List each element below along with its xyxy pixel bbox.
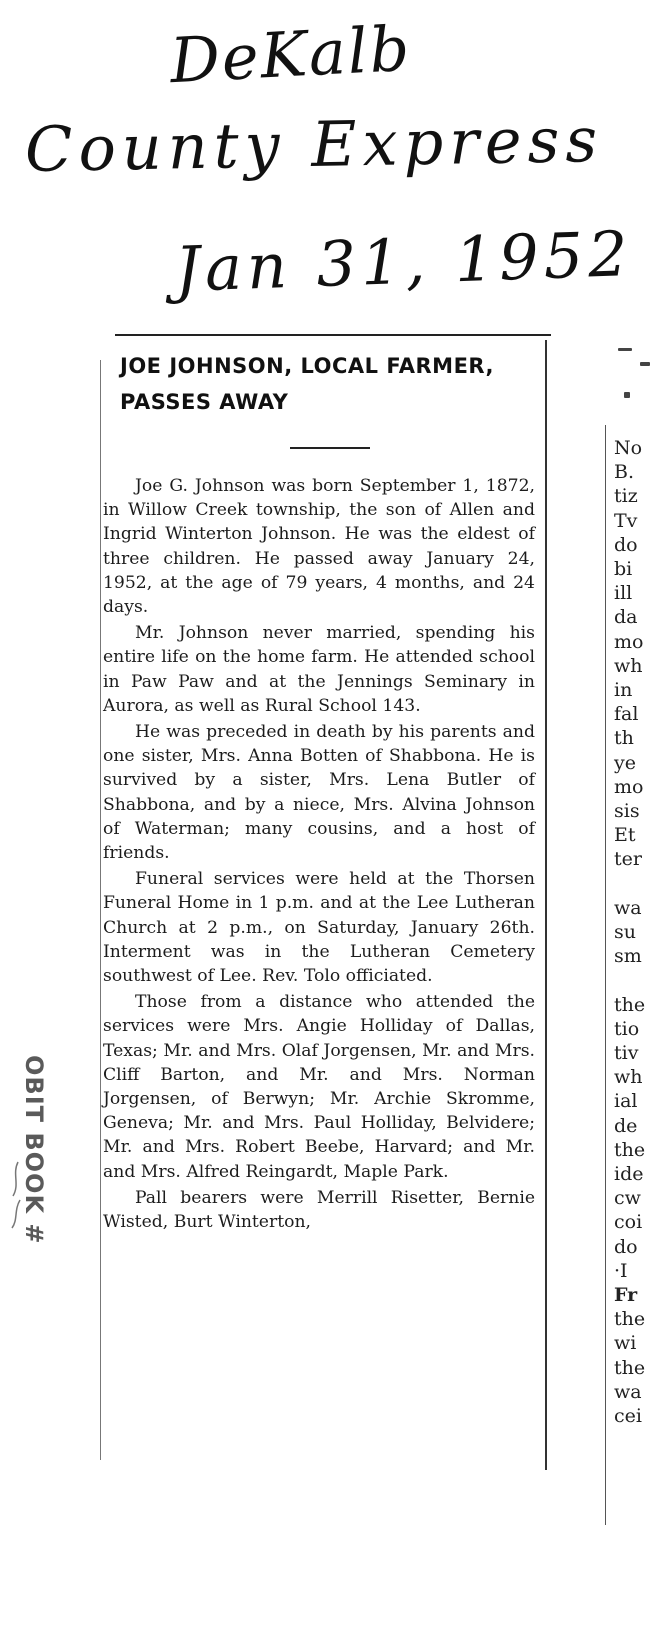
adjacent-text-fragment: su	[614, 921, 636, 943]
adjacent-text-fragment: wh	[614, 654, 643, 677]
adjacent-text-fragment: fal	[614, 703, 639, 726]
article-paragraph: Pall bearers were Merrill Risetter, Bernie Wisted, Burt Winterton,	[103, 1187, 535, 1233]
adjacent-text-fragment: wh	[614, 1066, 643, 1089]
adjacent-text-fragment: tio	[614, 1017, 640, 1040]
adjacent-text-fragment: ide	[614, 1163, 644, 1185]
adjacent-text-fragment: the	[614, 1308, 646, 1331]
adjacent-text-fragment: Et	[614, 824, 636, 847]
clipping-left-border	[100, 360, 101, 1460]
adjacent-text-fragment: in	[614, 679, 633, 701]
adjacent-text-fragment: No	[614, 437, 643, 459]
handwritten-date: Jan 31, 1952	[173, 217, 634, 306]
article-paragraph: Mr. Johnson never married, spending his entire life on the home farm. He attended school in Paw Paw and at the Jennings Seminary in Aurora, as well as Rural School 143.	[103, 623, 535, 716]
adjacent-text-fragment: do	[614, 533, 638, 556]
handwritten-publication-subtitle: County Express	[24, 102, 604, 187]
adjacent-text-fragment: tiv	[614, 1042, 639, 1064]
adjacent-text-fragment: tiz	[614, 485, 638, 508]
article-paragraph: Funeral services were held at the Thorsen Funeral Home in 1 p.m. and at the Lee Lutheran Church at 2 p.m., on Saturday, January 26th. Interment was in the Lutheran Cemetery southwest of Lee. Rev. Tolo officiated.	[103, 869, 535, 987]
article-body	[103, 474, 535, 1236]
adjacent-text-fragment: the	[614, 1356, 646, 1379]
adjacent-text-fragment: mo	[614, 775, 644, 798]
adjacent-text-fragment: th	[614, 727, 634, 750]
headline-rule	[290, 447, 370, 449]
article-paragraph: Joe G. Johnson was born September 1, 1872, in Willow Creek township, the son of Allen and Ingrid Winterton Johnson. He was the eldest of three children. He passed away January 24, 1952, at the age of 79 years, 4 months, and 24 days.	[103, 476, 535, 618]
adjacent-text-fragment: do	[614, 1235, 638, 1258]
print-smudge	[618, 348, 632, 351]
adjacent-text-fragment: cw	[614, 1187, 641, 1210]
article-headline	[120, 348, 545, 420]
adjacent-text-fragment: ial	[614, 1090, 638, 1113]
adjacent-text-fragment: B.	[614, 461, 635, 484]
adjacent-text-fragment: sis	[614, 800, 640, 822]
headline-line-1: JOE JOHNSON, LOCAL FARMER,	[120, 354, 494, 378]
pencil-mark-icon	[8, 1160, 24, 1230]
clipping-top-border	[115, 334, 551, 336]
adjacent-text-fragment: the	[614, 1138, 646, 1161]
adjacent-text-fragment: sm	[614, 945, 642, 968]
adjacent-column-fragment	[610, 340, 664, 1630]
adjacent-text-fragment: Tv	[614, 509, 638, 532]
adjacent-text-fragment: wi	[614, 1332, 637, 1355]
article-paragraph: He was preceded in death by his parents and one sister, Mrs. Anna Botten of Shabbona. He is survived by a sister, Mrs. Lena Butler of Shabbona, and by a niece, Mrs. Alvina Johnson of Waterman; many cousins, and a host of friends.	[103, 722, 535, 864]
adjacent-text-fragment: the	[614, 993, 646, 1016]
adjacent-text-fragment: coi	[614, 1211, 643, 1234]
adjacent-column-border	[605, 425, 606, 1525]
headline-line-2: PASSES AWAY	[120, 390, 289, 414]
adjacent-text-fragment: wa	[614, 1380, 642, 1403]
print-smudge	[624, 392, 630, 398]
adjacent-text-fragment: da	[614, 606, 638, 629]
adjacent-text-fragment: ter	[614, 848, 642, 871]
clipping-right-border	[545, 340, 547, 1470]
adjacent-text-fragment: ill	[614, 582, 633, 605]
adjacent-text-fragment: ·I	[614, 1259, 628, 1282]
adjacent-text-fragment: de	[614, 1114, 638, 1137]
adjacent-text-fragment: wa	[614, 896, 642, 919]
adjacent-text-fragment: cei	[614, 1405, 642, 1427]
obit-book-stamp-text: OBIT BOOK #	[20, 1055, 48, 1245]
print-smudge	[640, 362, 650, 366]
adjacent-text-fragment: ye	[614, 751, 636, 774]
adjacent-text-fragment: Fr	[614, 1284, 638, 1306]
handwritten-publication-name: DeKalb	[168, 11, 413, 98]
adjacent-text-fragment: mo	[614, 630, 644, 653]
adjacent-text-fragment: bi	[614, 558, 633, 580]
article-paragraph: Those from a distance who attended the services were Mrs. Angie Holliday of Dallas, Texas; Mr. and Mrs. Olaf Jorgensen, Mr. and Mrs. Cliff Barton, and Mr. and Mrs. Norman Jorgensen, of Berwyn; Mr. Archie Skromme, Geneva; Mr. and Mrs. Paul Holliday, Belvidere; Mr. and Mrs. Robert Beebe, Harvard; and Mr. and Mrs. Alfred Reingardt, Maple Park.	[103, 992, 535, 1182]
obit-book-stamp	[20, 1055, 54, 1305]
